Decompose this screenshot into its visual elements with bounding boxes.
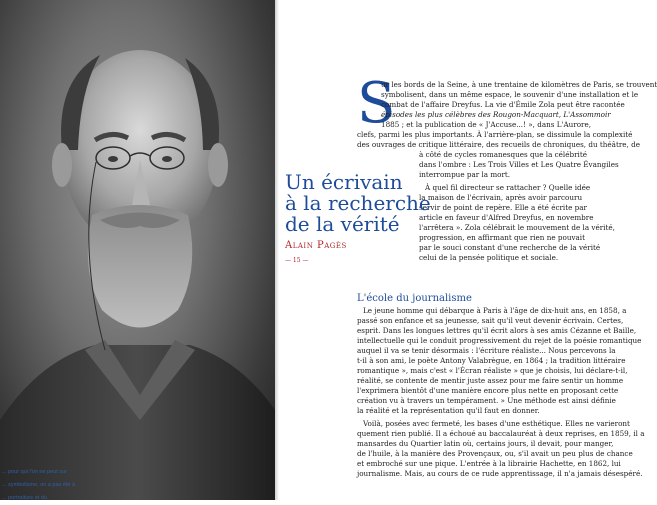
- section-line: passé son enfance et sa jeunesse, sait qu'il veut devenir écrivain. Certes,: [357, 316, 624, 325]
- section-line: mansardes du Quartier latin où, certains jours, il devait, pour manger,: [357, 439, 614, 448]
- portrait-illustration: [0, 0, 275, 500]
- photo-caption: [2, 466, 92, 505]
- section-line: journalisme. Mais, au cours de ce rude apprentissage, il n'a jamais désespéré.: [357, 469, 643, 478]
- page-marker: — 15 —: [285, 257, 309, 264]
- section-line: quement rien publié. Il a échoué au baccalauréat à deux reprises, en 1859, il a: [357, 429, 645, 438]
- section-line: auquel il va se tenir désormais : l'écriture réaliste... Nous percevons la: [357, 346, 616, 355]
- section-line: et embroché sur une pique. L'entrée à la librairie Hachette, en 1862, lui: [357, 459, 621, 468]
- section-line: l'exprimera bientôt d'une manière encore plus nette en proposant cette: [357, 386, 619, 395]
- intro-line: symbolisent, dans un même espace, le souvenir d'une installation et le: [381, 90, 639, 99]
- section-line: Le jeune homme qui débarque à Paris à l'âge de dix-huit ans, en 1858, a: [363, 306, 627, 315]
- intro-line: des ouvrages de critique littéraire, des recueils de chroniques, du théâtre, de: [357, 140, 640, 149]
- section-line: réalité, se contente de mentir juste assez pour me faire sentir un homme: [357, 376, 624, 385]
- section-line: t-il à son ami, le poète Antony Valabrègue, en 1864 ; la tradition littéraire: [357, 356, 626, 365]
- intro-line: dans l'ombre : Les Trois Villes et Les Quatre Évangiles: [419, 160, 619, 169]
- section-heading: L'école du journalisme: [357, 293, 472, 304]
- intro-line: combat de l'affaire Dreyfus. La vie d'Émile Zola peut être racontée: [381, 100, 625, 109]
- intro-line: progression, en affirmant que rien ne pouvait: [419, 233, 585, 242]
- title-line: de la vérité: [285, 212, 400, 236]
- portrait-photo: [0, 0, 275, 500]
- section-line: intellectuelle qui le conduit progressivement du rejet de la poésie romantique: [357, 336, 642, 345]
- drop-cap: S: [357, 71, 396, 136]
- section-line: de l'huile, à la manière des Provençaux, ou, s'il avait un peu plus de chance: [357, 449, 633, 458]
- intro-line: celui de la pensée politique et sociale.: [419, 253, 559, 262]
- intro-line: l'arrêtera ». Zola célébrait le mouvement de la vérité,: [419, 223, 615, 232]
- intro-line: À quel fil directeur se rattacher ? Quelle idée: [425, 183, 591, 192]
- article-title: [285, 170, 431, 236]
- section-line: Voilà, posées avec fermeté, les bases d'une esthétique. Elles ne varieront: [363, 419, 630, 428]
- intro-line: par le souci constant d'une recherche de la vérité: [419, 243, 601, 252]
- caption-line: ... symbolisme, on a pas été à: [2, 482, 76, 488]
- intro-line: servir de point de repère. Elle a été écrite par: [419, 203, 587, 212]
- caption-line: ... portraiture et du: [2, 495, 47, 501]
- intro-line: à côté de cycles romanesques que la célébrité: [419, 150, 587, 159]
- intro-line: article en faveur d'Alfred Dreyfus, en novembre: [419, 213, 594, 222]
- title-line: Un écrivain: [285, 170, 403, 194]
- text-page: [279, 0, 657, 500]
- section-line: romantique », mais c'est « l'Écran réaliste » que je choisis, lui déclare-t-il,: [357, 366, 628, 375]
- intro-line: ur les bords de la Seine, à une trentaine de kilomètres de Paris, se trouvent: [381, 80, 657, 89]
- intro-line: la maison de l'écrivain, après avoir parcouru: [419, 193, 583, 202]
- section-line: esprit. Dans les longues lettres qu'il écrit alors à ses amis Cézanne et Baille,: [357, 326, 637, 335]
- author-name: Alain Pagès: [285, 240, 347, 251]
- intro-line: interrompue par la mort.: [419, 170, 511, 179]
- section-line: la réalité et la représentation qu'il faut en donner.: [357, 406, 540, 415]
- caption-line: ... pour qui l'on ne peut sur: [2, 469, 67, 475]
- intro-line: épisodes les plus célèbres des Rougon-Macquart, L'Assommoir: [381, 110, 611, 119]
- section-line: création vu à travers un tempérament. » Une méthode est ainsi définie: [357, 396, 616, 405]
- intro-line: clefs, parmi les plus importants. À l'arrière-plan, se dissimule la complexité: [357, 130, 633, 139]
- title-line: à la recherche: [285, 191, 431, 215]
- intro-line: 1885 ; et la publication de « J'Accuse...! », dans L'Aurore,: [381, 120, 592, 129]
